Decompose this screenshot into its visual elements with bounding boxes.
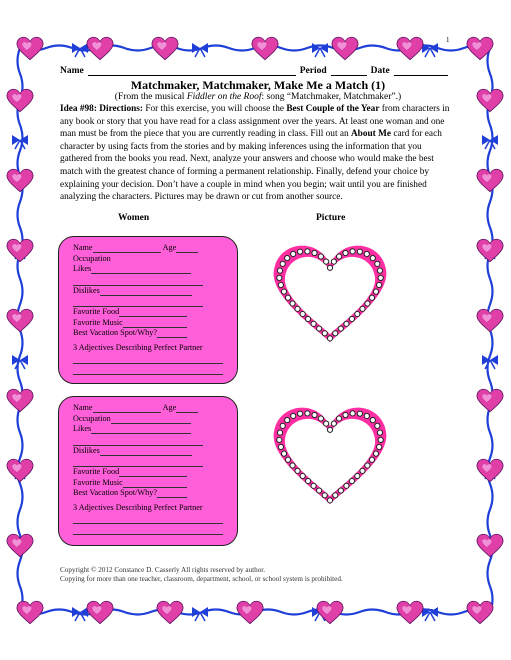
bead-icon bbox=[285, 418, 290, 423]
card-row-occupation bbox=[73, 254, 227, 265]
heart-icon bbox=[477, 169, 503, 191]
likes-blank-2[interactable] bbox=[73, 435, 203, 446]
date-label: Date bbox=[370, 66, 390, 76]
likes-blank[interactable] bbox=[91, 264, 191, 274]
bead-icon bbox=[377, 444, 382, 449]
card-row-food bbox=[73, 467, 227, 478]
card-row-likes bbox=[73, 424, 227, 435]
bead-icon bbox=[280, 261, 285, 266]
copying-notice: Copying for more than one teacher, classroom, department, school, or school system is prohibited. bbox=[60, 575, 343, 583]
bead-icon bbox=[285, 457, 290, 462]
bead-icon bbox=[344, 483, 349, 488]
heart-icon bbox=[397, 37, 423, 59]
directions-text: For this exercise, you will choose the bbox=[143, 104, 287, 114]
heart-icon bbox=[17, 601, 43, 623]
bead-icon bbox=[373, 289, 378, 294]
heart-icon bbox=[477, 309, 503, 331]
bead-icon bbox=[375, 261, 380, 266]
bead-icon bbox=[311, 321, 316, 326]
bead-icon bbox=[373, 451, 378, 456]
name-label: Name bbox=[60, 66, 84, 76]
date-blank[interactable] bbox=[394, 66, 448, 76]
bead-icon bbox=[305, 478, 310, 483]
bead-icon bbox=[277, 268, 282, 273]
card-row-vacation bbox=[73, 328, 227, 339]
card-row-dislikes bbox=[73, 446, 227, 457]
adjectives-blank-1[interactable] bbox=[73, 513, 223, 524]
directions-bold: Best Couple of the Year bbox=[286, 104, 380, 114]
age-label: Age bbox=[162, 243, 177, 252]
subtitle bbox=[60, 92, 456, 103]
bead-icon bbox=[305, 411, 310, 416]
idea-label: Idea #98: bbox=[60, 104, 97, 114]
food-blank[interactable] bbox=[119, 467, 187, 477]
heart-icon bbox=[332, 37, 358, 59]
dislikes-blank-2[interactable] bbox=[73, 456, 203, 467]
name-blank[interactable] bbox=[93, 403, 161, 413]
card-row-food bbox=[73, 307, 227, 318]
bead-icon bbox=[322, 493, 327, 498]
music-blank[interactable] bbox=[123, 478, 187, 488]
heart-icon bbox=[7, 309, 33, 331]
bead-icon bbox=[290, 301, 295, 306]
musical-title: Fiddler on the Roof bbox=[186, 92, 262, 102]
bead-icon bbox=[277, 275, 282, 280]
about-me-card-2 bbox=[58, 396, 238, 546]
bead-icon bbox=[369, 295, 374, 300]
age-blank[interactable] bbox=[176, 403, 198, 413]
page-title: Matchmaker, Matchmaker, Make Me a Match (1) bbox=[130, 78, 386, 92]
bead-icon bbox=[277, 437, 282, 442]
directions-bold: About Me bbox=[350, 129, 391, 140]
vacation-blank[interactable] bbox=[157, 488, 187, 498]
bead-icon bbox=[331, 421, 336, 426]
dislikes-blank[interactable] bbox=[100, 446, 192, 456]
bead-icon bbox=[378, 437, 383, 442]
name-blank[interactable] bbox=[88, 66, 296, 76]
bead-icon bbox=[369, 457, 374, 462]
bead-icon bbox=[360, 468, 365, 473]
dislikes-label: Dislikes bbox=[73, 285, 100, 295]
bead-icon bbox=[364, 251, 369, 256]
bead-icon bbox=[365, 301, 370, 306]
heart-icon bbox=[7, 169, 33, 191]
name-label: Name bbox=[73, 403, 93, 412]
age-label: Age bbox=[162, 403, 177, 412]
card-row-adjectives bbox=[73, 343, 227, 354]
dislikes-label: Dislikes bbox=[73, 445, 100, 455]
bead-icon bbox=[280, 423, 285, 428]
dislikes-blank-2[interactable] bbox=[73, 296, 203, 307]
likes-label: Likes bbox=[73, 264, 92, 273]
adjectives-blank-2[interactable] bbox=[73, 524, 223, 535]
heart-icon bbox=[477, 389, 503, 411]
bead-icon bbox=[355, 473, 360, 478]
bead-icon bbox=[305, 249, 310, 254]
bead-icon bbox=[300, 311, 305, 316]
bead-icon bbox=[349, 316, 354, 321]
bead-icon bbox=[377, 430, 382, 435]
heart-icon bbox=[7, 239, 33, 261]
bead-icon bbox=[285, 295, 290, 300]
adjectives-blank-2[interactable] bbox=[73, 364, 223, 375]
bead-icon bbox=[295, 468, 300, 473]
bead-icon bbox=[357, 411, 362, 416]
about-me-card-1 bbox=[58, 236, 238, 384]
bead-icon bbox=[281, 289, 286, 294]
bead-icon bbox=[312, 250, 317, 255]
bead-icon bbox=[290, 463, 295, 468]
copyright-text: Copyright © 2012 Constance D. Casserly All rights reserved by author. bbox=[60, 566, 266, 574]
card-row-vacation bbox=[73, 488, 227, 499]
music-label: Favorite Music bbox=[73, 477, 123, 487]
bead-icon bbox=[312, 412, 317, 417]
heart-icon bbox=[17, 37, 43, 59]
picture-heart-frame-2[interactable] bbox=[266, 392, 394, 512]
card-row-likes bbox=[73, 264, 227, 275]
bead-icon bbox=[343, 412, 348, 417]
bead-icon bbox=[298, 249, 303, 254]
bead-icon bbox=[327, 265, 332, 270]
heart-icon bbox=[87, 37, 113, 59]
vacation-blank[interactable] bbox=[157, 328, 187, 338]
card-row-dislikes bbox=[73, 286, 227, 297]
likes-blank[interactable] bbox=[91, 424, 191, 434]
adjectives-blank-1[interactable] bbox=[73, 353, 223, 364]
bead-icon bbox=[338, 488, 343, 493]
bead-icon bbox=[349, 478, 354, 483]
bead-icon bbox=[357, 249, 362, 254]
bead-icon bbox=[331, 259, 336, 264]
bead-icon bbox=[344, 321, 349, 326]
food-label: Favorite Food bbox=[73, 307, 120, 316]
bead-icon bbox=[327, 498, 332, 503]
picture-heart-frame-1[interactable] bbox=[266, 230, 394, 350]
bead-icon bbox=[295, 306, 300, 311]
footer bbox=[60, 566, 343, 584]
bead-icon bbox=[324, 421, 329, 426]
bead-icon bbox=[364, 413, 369, 418]
bead-icon bbox=[370, 418, 375, 423]
subtitle-text: (From the musical bbox=[114, 92, 187, 102]
bead-icon bbox=[375, 423, 380, 428]
bead-icon bbox=[318, 254, 323, 259]
card-row-occupation bbox=[73, 414, 227, 425]
directions-paragraph bbox=[60, 103, 456, 204]
bead-icon bbox=[350, 249, 355, 254]
directions-label: Directions: bbox=[99, 104, 143, 114]
bead-icon bbox=[317, 326, 322, 331]
occupation-blank[interactable] bbox=[111, 414, 191, 424]
bead-icon bbox=[365, 463, 370, 468]
heart-icon bbox=[477, 239, 503, 261]
name-label: Name bbox=[73, 243, 93, 252]
heart-icon bbox=[157, 601, 183, 623]
adjectives-label: 3 Adjectives Describing Perfect Partner bbox=[73, 342, 203, 352]
bead-icon bbox=[278, 282, 283, 287]
likes-blank-2[interactable] bbox=[73, 275, 203, 286]
card-row-name bbox=[73, 243, 227, 254]
card-row-adjectives bbox=[73, 503, 227, 514]
ribbon-bow-icon bbox=[12, 135, 28, 149]
bead-icon bbox=[298, 411, 303, 416]
heart-icon bbox=[397, 601, 423, 623]
card-row-name bbox=[73, 403, 227, 414]
bead-icon bbox=[322, 331, 327, 336]
food-blank[interactable] bbox=[119, 307, 187, 317]
bead-icon bbox=[336, 416, 341, 421]
dislikes-blank[interactable] bbox=[100, 286, 192, 296]
ribbon-bow-icon bbox=[482, 135, 498, 149]
student-info-line bbox=[60, 66, 456, 76]
bead-icon bbox=[360, 306, 365, 311]
bead-icon bbox=[318, 416, 323, 421]
card-row-music bbox=[73, 478, 227, 489]
directions-text: from characters in any book or story that you have read for a class assignment over the years. At least one woman and one man must be from the piece that you are currently reading in class. Fill out an bbox=[60, 104, 450, 140]
heart-icon bbox=[467, 601, 493, 623]
bead-icon bbox=[377, 268, 382, 273]
card-row-music bbox=[73, 318, 227, 329]
heart-icon bbox=[7, 389, 33, 411]
heart-icon bbox=[467, 37, 493, 59]
period-label: Period bbox=[299, 66, 327, 76]
bead-icon bbox=[278, 444, 283, 449]
heart-icon bbox=[152, 37, 178, 59]
bead-icon bbox=[305, 316, 310, 321]
bead-icon bbox=[355, 311, 360, 316]
likes-label: Likes bbox=[73, 424, 92, 433]
heart-icon bbox=[237, 601, 263, 623]
bead-icon bbox=[333, 331, 338, 336]
worksheet bbox=[60, 66, 456, 204]
food-label: Favorite Food bbox=[73, 467, 120, 476]
occupation-label: Occupation bbox=[73, 253, 111, 263]
music-blank[interactable] bbox=[123, 318, 187, 328]
age-blank[interactable] bbox=[176, 243, 198, 253]
period-blank[interactable] bbox=[331, 66, 367, 76]
bead-icon bbox=[285, 256, 290, 261]
heart-icon bbox=[477, 459, 503, 481]
bead-icon bbox=[377, 282, 382, 287]
bead-icon bbox=[311, 483, 316, 488]
heart-icon bbox=[252, 37, 278, 59]
bead-icon bbox=[350, 411, 355, 416]
bead-icon bbox=[317, 488, 322, 493]
heart-icon bbox=[317, 601, 343, 623]
bead-icon bbox=[327, 336, 332, 341]
page-number: 1 bbox=[446, 36, 450, 44]
vacation-label: Best Vacation Spot/Why? bbox=[73, 488, 157, 497]
bead-icon bbox=[277, 430, 282, 435]
bead-icon bbox=[281, 451, 286, 456]
occupation-label: Occupation bbox=[73, 413, 111, 423]
bead-icon bbox=[378, 275, 383, 280]
bead-icon bbox=[343, 250, 348, 255]
bead-icon bbox=[300, 473, 305, 478]
music-label: Favorite Music bbox=[73, 317, 123, 327]
picture-column-heading: Picture bbox=[316, 213, 346, 223]
bead-icon bbox=[291, 251, 296, 256]
adjectives-label: 3 Adjectives Describing Perfect Partner bbox=[73, 502, 203, 512]
name-blank[interactable] bbox=[93, 243, 161, 253]
bead-icon bbox=[333, 493, 338, 498]
heart-icon bbox=[477, 89, 503, 111]
bead-icon bbox=[336, 254, 341, 259]
heart-icon bbox=[87, 601, 113, 623]
bead-icon bbox=[370, 256, 375, 261]
bead-icon bbox=[327, 427, 332, 432]
directions-text: card for each character by using facts from the stories and by making inferences using the information that you gathered from the books you read. Next, analyze your answers and choose who would make the best match with the greatest chance of forming a permanent relationship. Finally, defend your choice by explaining your decision. Don’t have a couple in mind when you begin; wait until you are finished analyzing the characters. Pictures may be drawn or cut from another source. bbox=[60, 129, 442, 203]
bead-icon bbox=[324, 259, 329, 264]
heart-icon bbox=[7, 459, 33, 481]
vacation-label: Best Vacation Spot/Why? bbox=[73, 328, 157, 337]
subtitle-text: : song “Matchmaker, Matchmaker”.) bbox=[261, 92, 402, 102]
bead-icon bbox=[291, 413, 296, 418]
women-column-heading: Women bbox=[118, 213, 150, 223]
bead-icon bbox=[338, 326, 343, 331]
heart-icon bbox=[7, 89, 33, 111]
